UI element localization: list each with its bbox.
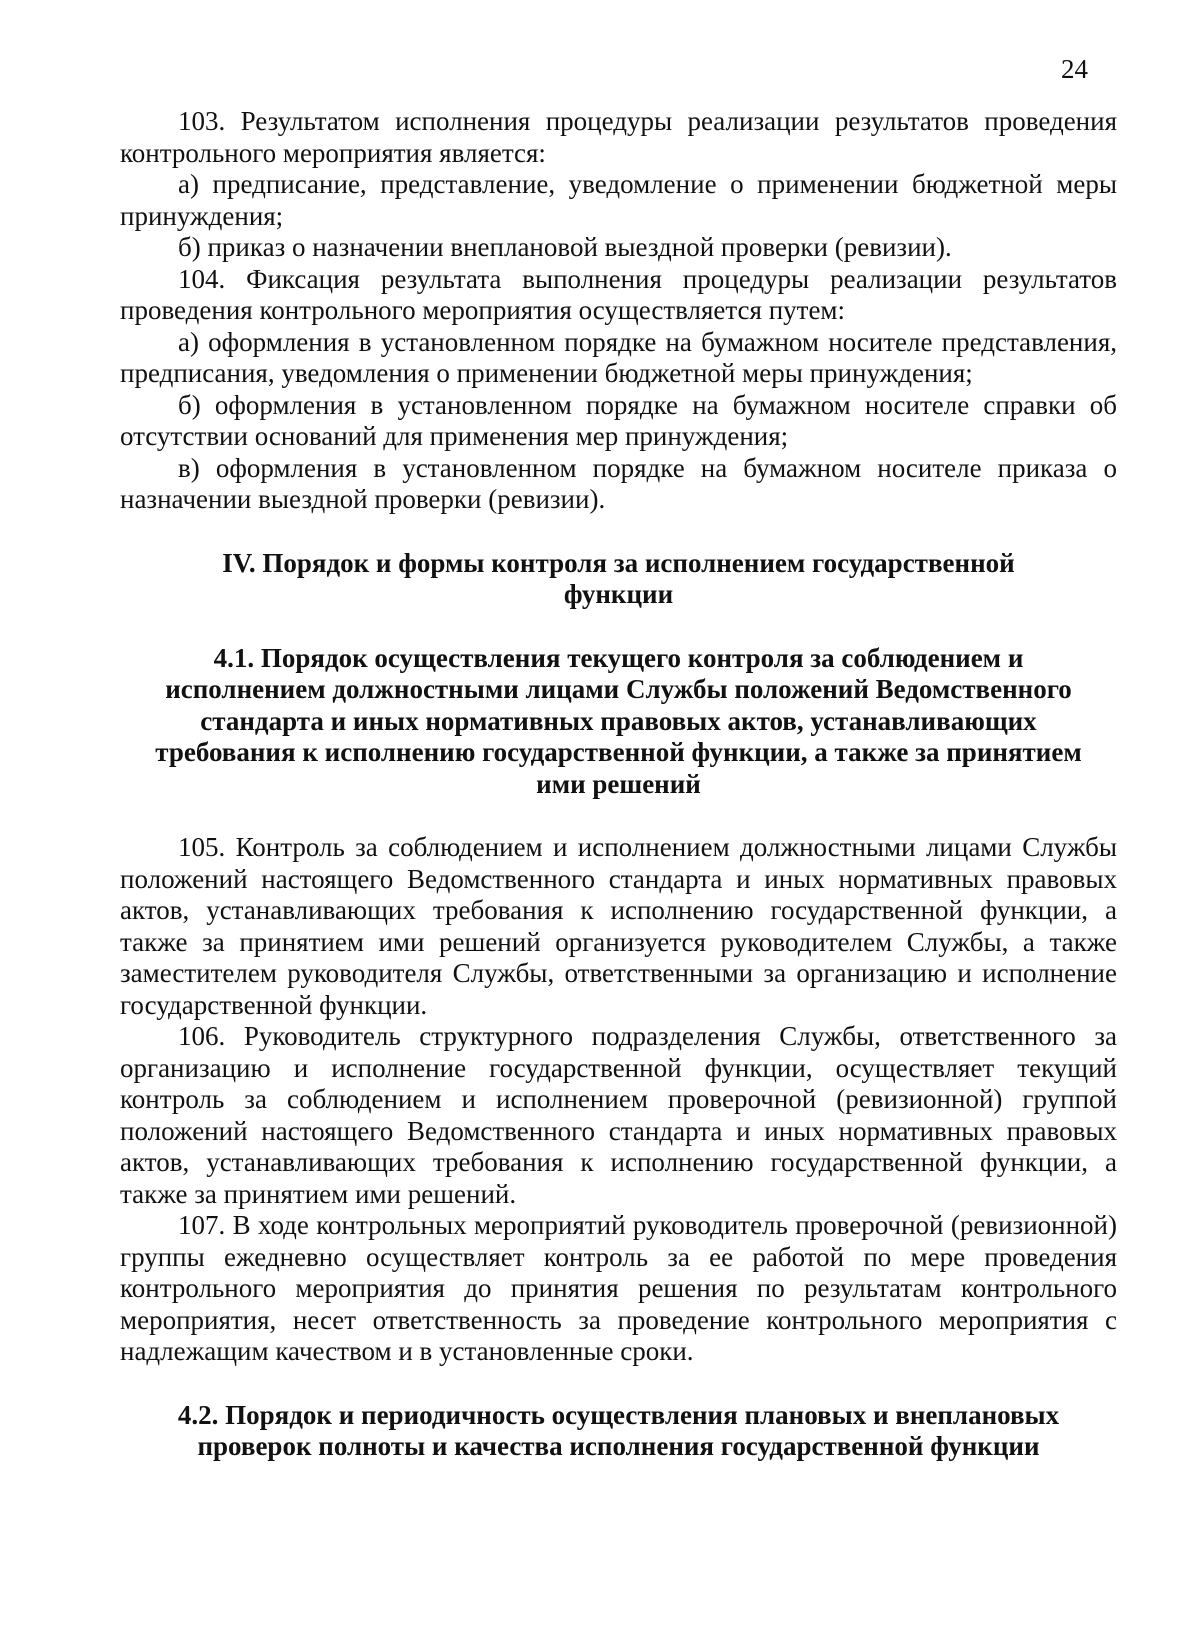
page-number: 24: [1061, 54, 1088, 84]
paragraph-104-b: б) оформления в установленном порядке на бумажном носителе справки об отсутствии оснований для применения мер принуждения;: [120, 389, 1117, 451]
subsection-heading-line: исполнением должностными лицами Службы положений Ведомственного: [165, 674, 1072, 704]
paragraph-106: 106. Руководитель структурного подразделения Службы, ответственного за организацию и исполнение государственной функции, осуществляет текущий контроль за соблюдением и исполнением проверочной (ревизионной) группой положений настоящего Ведомственного стандарта и иных нормативных правовых актов, устанавливающих требования к исполнению государственной функции, а также за принятием ими решений.: [120, 1021, 1117, 1209]
subsection-heading-4-2: [120, 1400, 1117, 1463]
subsection-heading-line: требования к исполнению государственной функции, а также за принятием: [155, 737, 1082, 767]
subsection-heading-4-1: [120, 643, 1117, 801]
subsection-heading-line: 4.2. Порядок и периодичность осуществления плановых и внеплановых: [177, 1399, 1060, 1430]
page-content: [120, 106, 1117, 1463]
paragraph-107: 107. В ходе контрольных мероприятий руководитель проверочной (ревизионной) группы ежедневно осуществляет контроль за ее работой по мере проведения контрольного мероприятия до принятия решения по результатам контрольного мероприятия, несет ответственность за проведение контрольного мероприятия с надлежащим качеством и в установленные сроки.: [120, 1210, 1117, 1366]
subsection-heading-line: ими решений: [536, 768, 701, 799]
paragraph-104-a: а) оформления в установленном порядке на бумажном носителе представления, предписания, уведомления о применении бюджетной меры принуждения;: [120, 326, 1117, 388]
paragraph-104-c: в) оформления в установленном порядке на бумажном носителе приказа о назначении выездной проверки (ревизии).: [120, 452, 1117, 514]
paragraph-103-b: б) приказ о назначении внеплановой выездной проверки (ревизии).: [178, 232, 952, 262]
subsection-heading-line: проверок полноты и качества исполнения государственной функции: [197, 1431, 1040, 1461]
paragraph-103-a: а) предписание, представление, уведомление о применении бюджетной меры принуждения;: [120, 169, 1117, 231]
subsection-heading-line: 4.1. Порядок осуществления текущего контроля за соблюдением и: [213, 642, 1024, 673]
subsection-heading-line: стандарта и иных нормативных правовых актов, устанавливающих: [200, 705, 1037, 736]
paragraph-105: 105. Контроль за соблюдением и исполнением должностными лицами Службы положений настоящего Ведомственного стандарта и иных нормативных правовых актов, устанавливающих требования к исполнению государственной функции, а также за принятием ими решений организуется руководителем Службы, а также заместителем руководителя Службы, ответственными за организацию и исполнение государственной функции.: [120, 832, 1117, 1020]
paragraph-103: 103. Результатом исполнения процедуры реализации результатов проведения контрольного мероприятия является:: [120, 106, 1117, 168]
paragraph-104: 104. Фиксация результата выполнения процедуры реализации результатов проведения контрольного мероприятия осуществляется путем:: [120, 263, 1117, 325]
section-heading-line: IV. Порядок и формы контроля за исполнением государственной: [222, 547, 1015, 578]
section-heading-iv: [120, 548, 1117, 611]
section-heading-line: функции: [563, 579, 674, 609]
